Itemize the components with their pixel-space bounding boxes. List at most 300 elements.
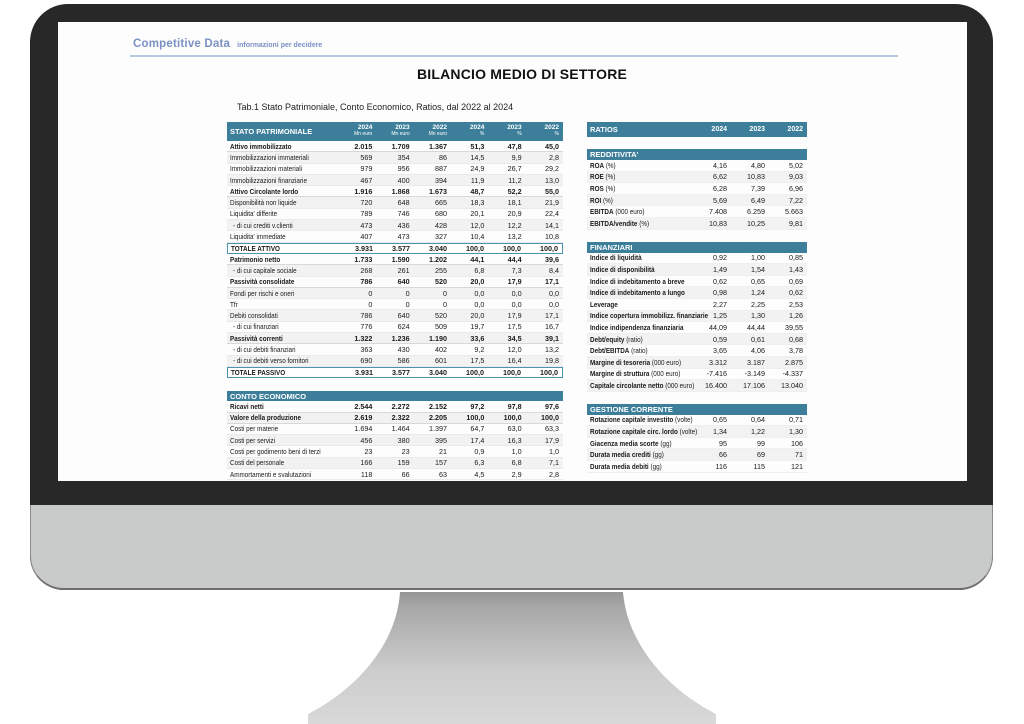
cell-value: 0,0 xyxy=(548,288,559,298)
cell-value: 3.040 xyxy=(429,368,447,378)
cell-value: 100,0 xyxy=(503,243,521,253)
cell-value: 0 xyxy=(405,299,410,309)
cell-value: 0,0 xyxy=(548,299,559,309)
monitor-frame xyxy=(30,4,993,590)
cell-value: 1,00 xyxy=(751,253,765,263)
row-label: Disponibilità non liquide xyxy=(230,198,297,208)
cell-value: 16,7 xyxy=(544,322,559,332)
cell-value: 97,6 xyxy=(544,401,559,411)
cell-value: 1,43 xyxy=(789,264,803,274)
row-label: Passività consolidate xyxy=(230,277,295,287)
cell-value: 1,30 xyxy=(789,427,803,437)
row-label: Liquidita' immediate xyxy=(230,232,286,242)
cell-value: 979 xyxy=(360,164,373,174)
cell-value: 20,9 xyxy=(507,209,522,219)
cell-value: 5.663 xyxy=(785,207,803,217)
cell-value: 1,0 xyxy=(548,447,559,457)
income-table-title: CONTO ECONOMICO xyxy=(230,391,307,401)
table-row xyxy=(587,253,807,265)
cell-value: 2.619 xyxy=(354,413,373,423)
row-label: Ammortamenti e svalutazioni xyxy=(230,469,312,479)
cell-value: 601 xyxy=(434,356,447,366)
cell-value: 12,0 xyxy=(507,344,522,354)
table-row xyxy=(227,413,563,424)
table-row xyxy=(587,426,807,438)
cell-value: 4,5 xyxy=(474,469,485,479)
table-row xyxy=(227,220,563,231)
row-label: Passività correnti xyxy=(230,333,283,343)
cell-value: 648 xyxy=(397,198,410,208)
cell-value: 354 xyxy=(397,152,410,162)
table-row xyxy=(227,243,563,254)
cell-value: 16,4 xyxy=(507,356,522,366)
cell-value: 720 xyxy=(360,198,373,208)
column-year: 2024 xyxy=(357,124,373,132)
table-row xyxy=(587,206,807,218)
row-label: Rotazione capitale investito (volte) xyxy=(590,415,693,425)
cell-value: -7.416 xyxy=(706,369,727,379)
cell-value: 10,83 xyxy=(709,218,727,228)
cell-value: 10,25 xyxy=(747,218,765,228)
column-year: 2022 xyxy=(432,124,447,132)
section-title: FINANZIARI xyxy=(590,242,633,252)
cell-value: 6,96 xyxy=(789,183,803,193)
cell-value: 95 xyxy=(719,438,727,448)
cell-value: 0,9 xyxy=(474,447,485,457)
cell-value: 23 xyxy=(364,447,373,457)
cell-value: 786 xyxy=(360,277,373,287)
row-label: Patrimonio netto xyxy=(230,254,281,264)
row-label: Indice di disponibilità xyxy=(590,264,655,274)
row-label: Margine di tesoreria (000 euro) xyxy=(590,357,682,367)
row-label: Tfr xyxy=(230,299,238,309)
cell-value: 13,2 xyxy=(507,232,522,242)
ratios-table-title: RATIOS xyxy=(590,125,618,134)
table-row xyxy=(227,288,563,299)
cell-value: 1,54 xyxy=(751,264,765,274)
cell-value: 86 xyxy=(438,152,447,162)
cell-value: 327 xyxy=(434,232,447,242)
row-label: Indice di liquidità xyxy=(590,253,642,263)
ratios-sections xyxy=(587,149,807,473)
cell-value: 52,2 xyxy=(507,186,522,196)
cell-value: 12,2 xyxy=(507,220,522,230)
table-row xyxy=(227,458,563,469)
monitor-chin xyxy=(30,505,993,590)
cell-value: 7,1 xyxy=(548,458,559,468)
row-label: Debiti consolidati xyxy=(230,311,278,321)
cell-value: 24,9 xyxy=(470,164,485,174)
column-year: 2022 xyxy=(787,126,803,133)
row-label: Debt/equity (ratio) xyxy=(590,334,643,344)
cell-value: 13,0 xyxy=(544,175,559,185)
cell-value: 0 xyxy=(368,288,373,298)
cell-value: 428 xyxy=(434,220,447,230)
row-label: - di cui capitale sociale xyxy=(233,265,297,275)
cell-value: 1,24 xyxy=(751,288,765,298)
table-row xyxy=(227,446,563,457)
cell-value: 0,64 xyxy=(751,415,765,425)
cell-value: 395 xyxy=(434,435,447,445)
column-year: 2024 xyxy=(469,124,485,132)
table-row xyxy=(587,195,807,207)
table-row xyxy=(587,299,807,311)
cell-value: 33,6 xyxy=(470,333,485,343)
cell-value: 17,1 xyxy=(544,311,559,321)
cell-value: 47,8 xyxy=(507,141,522,151)
page-title: BILANCIO MEDIO DI SETTORE xyxy=(416,66,628,82)
cell-value: 1.868 xyxy=(391,186,410,196)
cell-value: 665 xyxy=(434,198,447,208)
column-unit: Mn euro xyxy=(391,131,410,138)
cell-value: 2,27 xyxy=(713,299,727,309)
cell-value: 746 xyxy=(397,209,410,219)
brand-underline xyxy=(130,55,898,57)
cell-value: 1,26 xyxy=(789,311,803,321)
table-row xyxy=(227,254,563,265)
row-label: Attivo immobilizzato xyxy=(230,141,292,151)
cell-value: 17,9 xyxy=(544,435,559,445)
cell-value: 100,0 xyxy=(540,413,559,423)
cell-value: 63,3 xyxy=(544,424,559,434)
income-rows xyxy=(227,401,563,480)
ratios-section xyxy=(587,149,807,230)
cell-value: 3,65 xyxy=(713,346,727,356)
row-label: Margine di struttura (000 euro) xyxy=(590,369,681,379)
column-unit: % xyxy=(479,131,485,138)
report-page xyxy=(58,22,967,481)
cell-value: 640 xyxy=(397,277,410,287)
cell-value: 402 xyxy=(434,344,447,354)
cell-value: 17,4 xyxy=(470,435,485,445)
cell-value: 2,25 xyxy=(751,299,765,309)
cell-value: 1,30 xyxy=(751,311,765,321)
monitor-screen xyxy=(58,22,967,481)
cell-value: 789 xyxy=(360,209,373,219)
cell-value: 18,1 xyxy=(507,198,522,208)
cell-value: 100,0 xyxy=(540,368,558,378)
cell-value: 3.931 xyxy=(355,243,373,253)
table-row xyxy=(587,415,807,427)
cell-value: 106 xyxy=(791,438,803,448)
row-label: Immobilizzazioni materiali xyxy=(230,164,303,174)
column-header xyxy=(488,125,525,137)
cell-value: 166 xyxy=(360,458,373,468)
table-row xyxy=(587,264,807,276)
cell-value: 261 xyxy=(397,265,410,275)
section-header xyxy=(587,242,807,253)
cell-value: 0,0 xyxy=(474,288,485,298)
cell-value: 1,49 xyxy=(713,264,727,274)
cell-value: 6,8 xyxy=(511,458,522,468)
table-row xyxy=(227,435,563,446)
cell-value: 0,62 xyxy=(789,288,803,298)
cell-value: 786 xyxy=(360,311,373,321)
cell-value: 6,8 xyxy=(474,265,485,275)
cell-value: 0 xyxy=(405,288,410,298)
cell-value: 2.205 xyxy=(428,413,447,423)
cell-value: 0,0 xyxy=(474,299,485,309)
row-label: - di cui crediti v.clienti xyxy=(233,220,293,230)
cell-value: 4,16 xyxy=(713,160,727,170)
table-row xyxy=(587,287,807,299)
table-row xyxy=(227,322,563,333)
column-header xyxy=(414,125,451,137)
cell-value: 0,0 xyxy=(511,299,522,309)
cell-value: 1.397 xyxy=(428,424,447,434)
table-row xyxy=(587,357,807,369)
table-row xyxy=(587,380,807,392)
cell-value: 100,0 xyxy=(466,413,485,423)
cell-value: 407 xyxy=(360,232,373,242)
row-label: Ricavi netti xyxy=(230,401,264,411)
cell-value: 509 xyxy=(434,322,447,332)
cell-value: 29,2 xyxy=(544,164,559,174)
stato-patrimoniale-table xyxy=(227,122,563,480)
cell-value: 99 xyxy=(757,438,765,448)
cell-value: 586 xyxy=(397,356,410,366)
section-rows xyxy=(587,415,807,473)
cell-value: 64,7 xyxy=(470,424,485,434)
cell-value: 473 xyxy=(397,232,410,242)
cell-value: 100,0 xyxy=(466,243,484,253)
cell-value: 11,2 xyxy=(508,175,522,185)
cell-value: 0,65 xyxy=(751,276,765,286)
table-caption: Tab.1 Stato Patrimoniale, Conto Economico, Ratios, dal 2022 al 2024 xyxy=(237,102,514,112)
table-row xyxy=(227,367,563,378)
row-label: Attivo Circolante lordo xyxy=(230,186,299,196)
cell-value: 100,0 xyxy=(466,368,484,378)
cell-value: 71 xyxy=(795,450,803,460)
cell-value: 456 xyxy=(360,435,373,445)
table-row xyxy=(587,218,807,230)
cell-value: 100,0 xyxy=(540,243,558,253)
cell-value: 69 xyxy=(757,450,765,460)
table-row xyxy=(227,265,563,276)
monitor-stand-neck xyxy=(308,592,716,724)
cell-value: 63 xyxy=(438,469,447,479)
row-label: Immobilizzazioni finanziarie xyxy=(230,175,307,185)
cell-value: 115 xyxy=(753,461,765,471)
cell-value: 19,7 xyxy=(470,322,485,332)
cell-value: 14,1 xyxy=(544,220,559,230)
column-unit: Mn euro xyxy=(353,131,373,138)
cell-value: 10,83 xyxy=(747,172,765,182)
row-label: - di cui finanziari xyxy=(233,322,279,332)
cell-value: 157 xyxy=(434,458,447,468)
table-row xyxy=(227,209,563,220)
cell-value: 21 xyxy=(438,447,447,457)
cell-value: 6,3 xyxy=(474,458,485,468)
cell-value: 2,8 xyxy=(548,152,559,162)
section-header xyxy=(587,404,807,415)
cell-value: 39,55 xyxy=(785,322,803,332)
row-label: Indice indipendenza finanziaria xyxy=(590,322,684,332)
cell-value: 394 xyxy=(434,175,447,185)
cell-value: 100,0 xyxy=(503,413,522,423)
row-label: Costi per servizi xyxy=(230,435,275,445)
row-label: ROA (%) xyxy=(590,160,616,170)
row-label: Indice copertura immobilizz. finanziarie xyxy=(590,311,709,321)
cell-value: 17,1 xyxy=(544,277,559,287)
table-row xyxy=(227,164,563,175)
cell-value: 17,5 xyxy=(507,322,522,332)
cell-value: 268 xyxy=(360,265,373,275)
cell-value: 9,03 xyxy=(789,172,803,182)
cell-value: 1.916 xyxy=(354,186,373,196)
ratios-header xyxy=(587,122,807,137)
section-title: GESTIONE CORRENTE xyxy=(590,404,673,414)
column-header xyxy=(339,125,376,137)
cell-value: 3.312 xyxy=(709,357,727,367)
cell-value: 23 xyxy=(401,447,410,457)
cell-value: 159 xyxy=(397,458,410,468)
cell-value: 17,5 xyxy=(470,356,485,366)
brand-tagline: informazioni per decidere xyxy=(237,42,323,49)
cell-value: 2.322 xyxy=(391,413,410,423)
cell-value: 569 xyxy=(360,152,373,162)
row-label: Valore della produzione xyxy=(230,413,302,423)
cell-value: 400 xyxy=(397,175,410,185)
cell-value: 19,8 xyxy=(544,356,559,366)
table-row xyxy=(227,401,563,412)
column-year: 2022 xyxy=(544,124,559,132)
cell-value: 5,02 xyxy=(789,160,803,170)
row-label: Liquidita' differite xyxy=(230,209,278,219)
cell-value: 97,2 xyxy=(470,401,485,411)
cell-value: 44,1 xyxy=(470,254,485,264)
cell-value: 66 xyxy=(719,450,727,460)
table-row xyxy=(587,334,807,346)
row-label: Costi per materie xyxy=(230,424,279,434)
cell-value: 9,81 xyxy=(789,218,803,228)
brand xyxy=(133,34,322,52)
cell-value: 118 xyxy=(360,469,373,479)
cell-value: 6,28 xyxy=(713,183,727,193)
cell-value: 1,25 xyxy=(713,311,727,321)
cell-value: 2,9 xyxy=(511,469,522,479)
cell-value: 3.187 xyxy=(747,357,765,367)
table-row xyxy=(227,333,563,344)
cell-value: 20,0 xyxy=(470,277,485,287)
cell-value: 2.272 xyxy=(391,401,410,411)
cell-value: 97,8 xyxy=(507,401,522,411)
cell-value: 467 xyxy=(360,175,373,185)
cell-value: 0,0 xyxy=(511,288,522,298)
table-row xyxy=(587,345,807,357)
cell-value: 8,4 xyxy=(548,265,559,275)
cell-value: 11,9 xyxy=(470,175,485,185)
cell-value: 3.577 xyxy=(392,243,410,253)
table-row xyxy=(587,276,807,288)
cell-value: 100,0 xyxy=(503,368,521,378)
column-unit: % xyxy=(517,131,522,138)
cell-value: 3.040 xyxy=(429,243,447,253)
cell-value: 380 xyxy=(397,435,410,445)
cell-value: 363 xyxy=(360,344,373,354)
cell-value: 6.259 xyxy=(747,207,765,217)
cell-value: 1.367 xyxy=(428,141,447,151)
table-row xyxy=(587,160,807,172)
cell-value: 956 xyxy=(397,164,410,174)
cell-value: 255 xyxy=(434,265,447,275)
row-label: Costi per godimento beni di terzi xyxy=(230,447,321,457)
section-header xyxy=(587,149,807,160)
cell-value: 624 xyxy=(397,322,410,332)
cell-value: 20,0 xyxy=(470,311,485,321)
cell-value: 6,62 xyxy=(713,172,727,182)
cell-value: 7,39 xyxy=(751,183,765,193)
cell-value: 776 xyxy=(360,322,373,332)
column-unit: % xyxy=(554,131,559,138)
row-label: Giacenza media scorte (gg) xyxy=(590,438,672,448)
cell-value: 690 xyxy=(360,356,373,366)
row-label: TOTALE ATTIVO xyxy=(231,243,280,253)
column-header xyxy=(526,125,563,137)
cell-value: 3.577 xyxy=(392,368,410,378)
cell-value: 44,09 xyxy=(709,322,727,332)
cell-value: 1.694 xyxy=(354,424,373,434)
cell-value: 2,53 xyxy=(789,299,803,309)
cell-value: 0 xyxy=(442,288,447,298)
cell-value: 45,0 xyxy=(544,141,559,151)
cell-value: 16.400 xyxy=(705,380,727,390)
cell-value: 1.590 xyxy=(391,254,410,264)
cell-value: 17,9 xyxy=(507,277,522,287)
cell-value: 51,3 xyxy=(470,141,485,151)
column-year: 2023 xyxy=(395,124,410,132)
table-row xyxy=(587,322,807,334)
balance-header xyxy=(227,122,563,141)
cell-value: 0,59 xyxy=(713,334,727,344)
row-label: Indice di indebitamento a breve xyxy=(590,276,685,286)
cell-value: 1.709 xyxy=(391,141,410,151)
cell-value: 66 xyxy=(401,469,410,479)
row-label: EBITDA/vendite (%) xyxy=(590,218,650,228)
cell-value: 26,7 xyxy=(507,164,522,174)
row-label: Immobilizzazioni immateriali xyxy=(230,152,309,162)
table-row xyxy=(587,183,807,195)
cell-value: 0,65 xyxy=(713,415,727,425)
table-row xyxy=(227,186,563,197)
cell-value: 9,9 xyxy=(511,152,522,162)
cell-value: 39,1 xyxy=(544,333,559,343)
row-label: Durata media crediti (gg) xyxy=(590,450,664,460)
row-label: Debt/EBITDA (ratio) xyxy=(590,346,648,356)
ratios-section xyxy=(587,242,807,392)
row-label: Rotazione capitale circ. lordo (volte) xyxy=(590,427,698,437)
cell-value: 0,61 xyxy=(751,334,765,344)
row-label: Fondi per rischi e oneri xyxy=(230,288,295,298)
income-header xyxy=(227,391,563,401)
section-rows xyxy=(587,253,807,392)
ratios-table xyxy=(587,122,807,473)
cell-value: 16,3 xyxy=(507,435,522,445)
cell-value: 473 xyxy=(360,220,373,230)
column-unit: Mn euro xyxy=(428,131,447,138)
row-label: ROI (%) xyxy=(590,195,613,205)
row-label: TOTALE PASSIVO xyxy=(231,368,286,378)
cell-value: 520 xyxy=(434,311,447,321)
cell-value: 9,2 xyxy=(474,344,485,354)
row-label: Costi del personale xyxy=(230,458,285,468)
row-label: ROS (%) xyxy=(590,183,616,193)
cell-value: 1,22 xyxy=(751,427,765,437)
cell-value: 2.152 xyxy=(428,401,447,411)
brand-logo: Competitive Data xyxy=(133,38,231,50)
cell-value: 4,80 xyxy=(751,160,765,170)
cell-value: 22,4 xyxy=(544,209,559,219)
